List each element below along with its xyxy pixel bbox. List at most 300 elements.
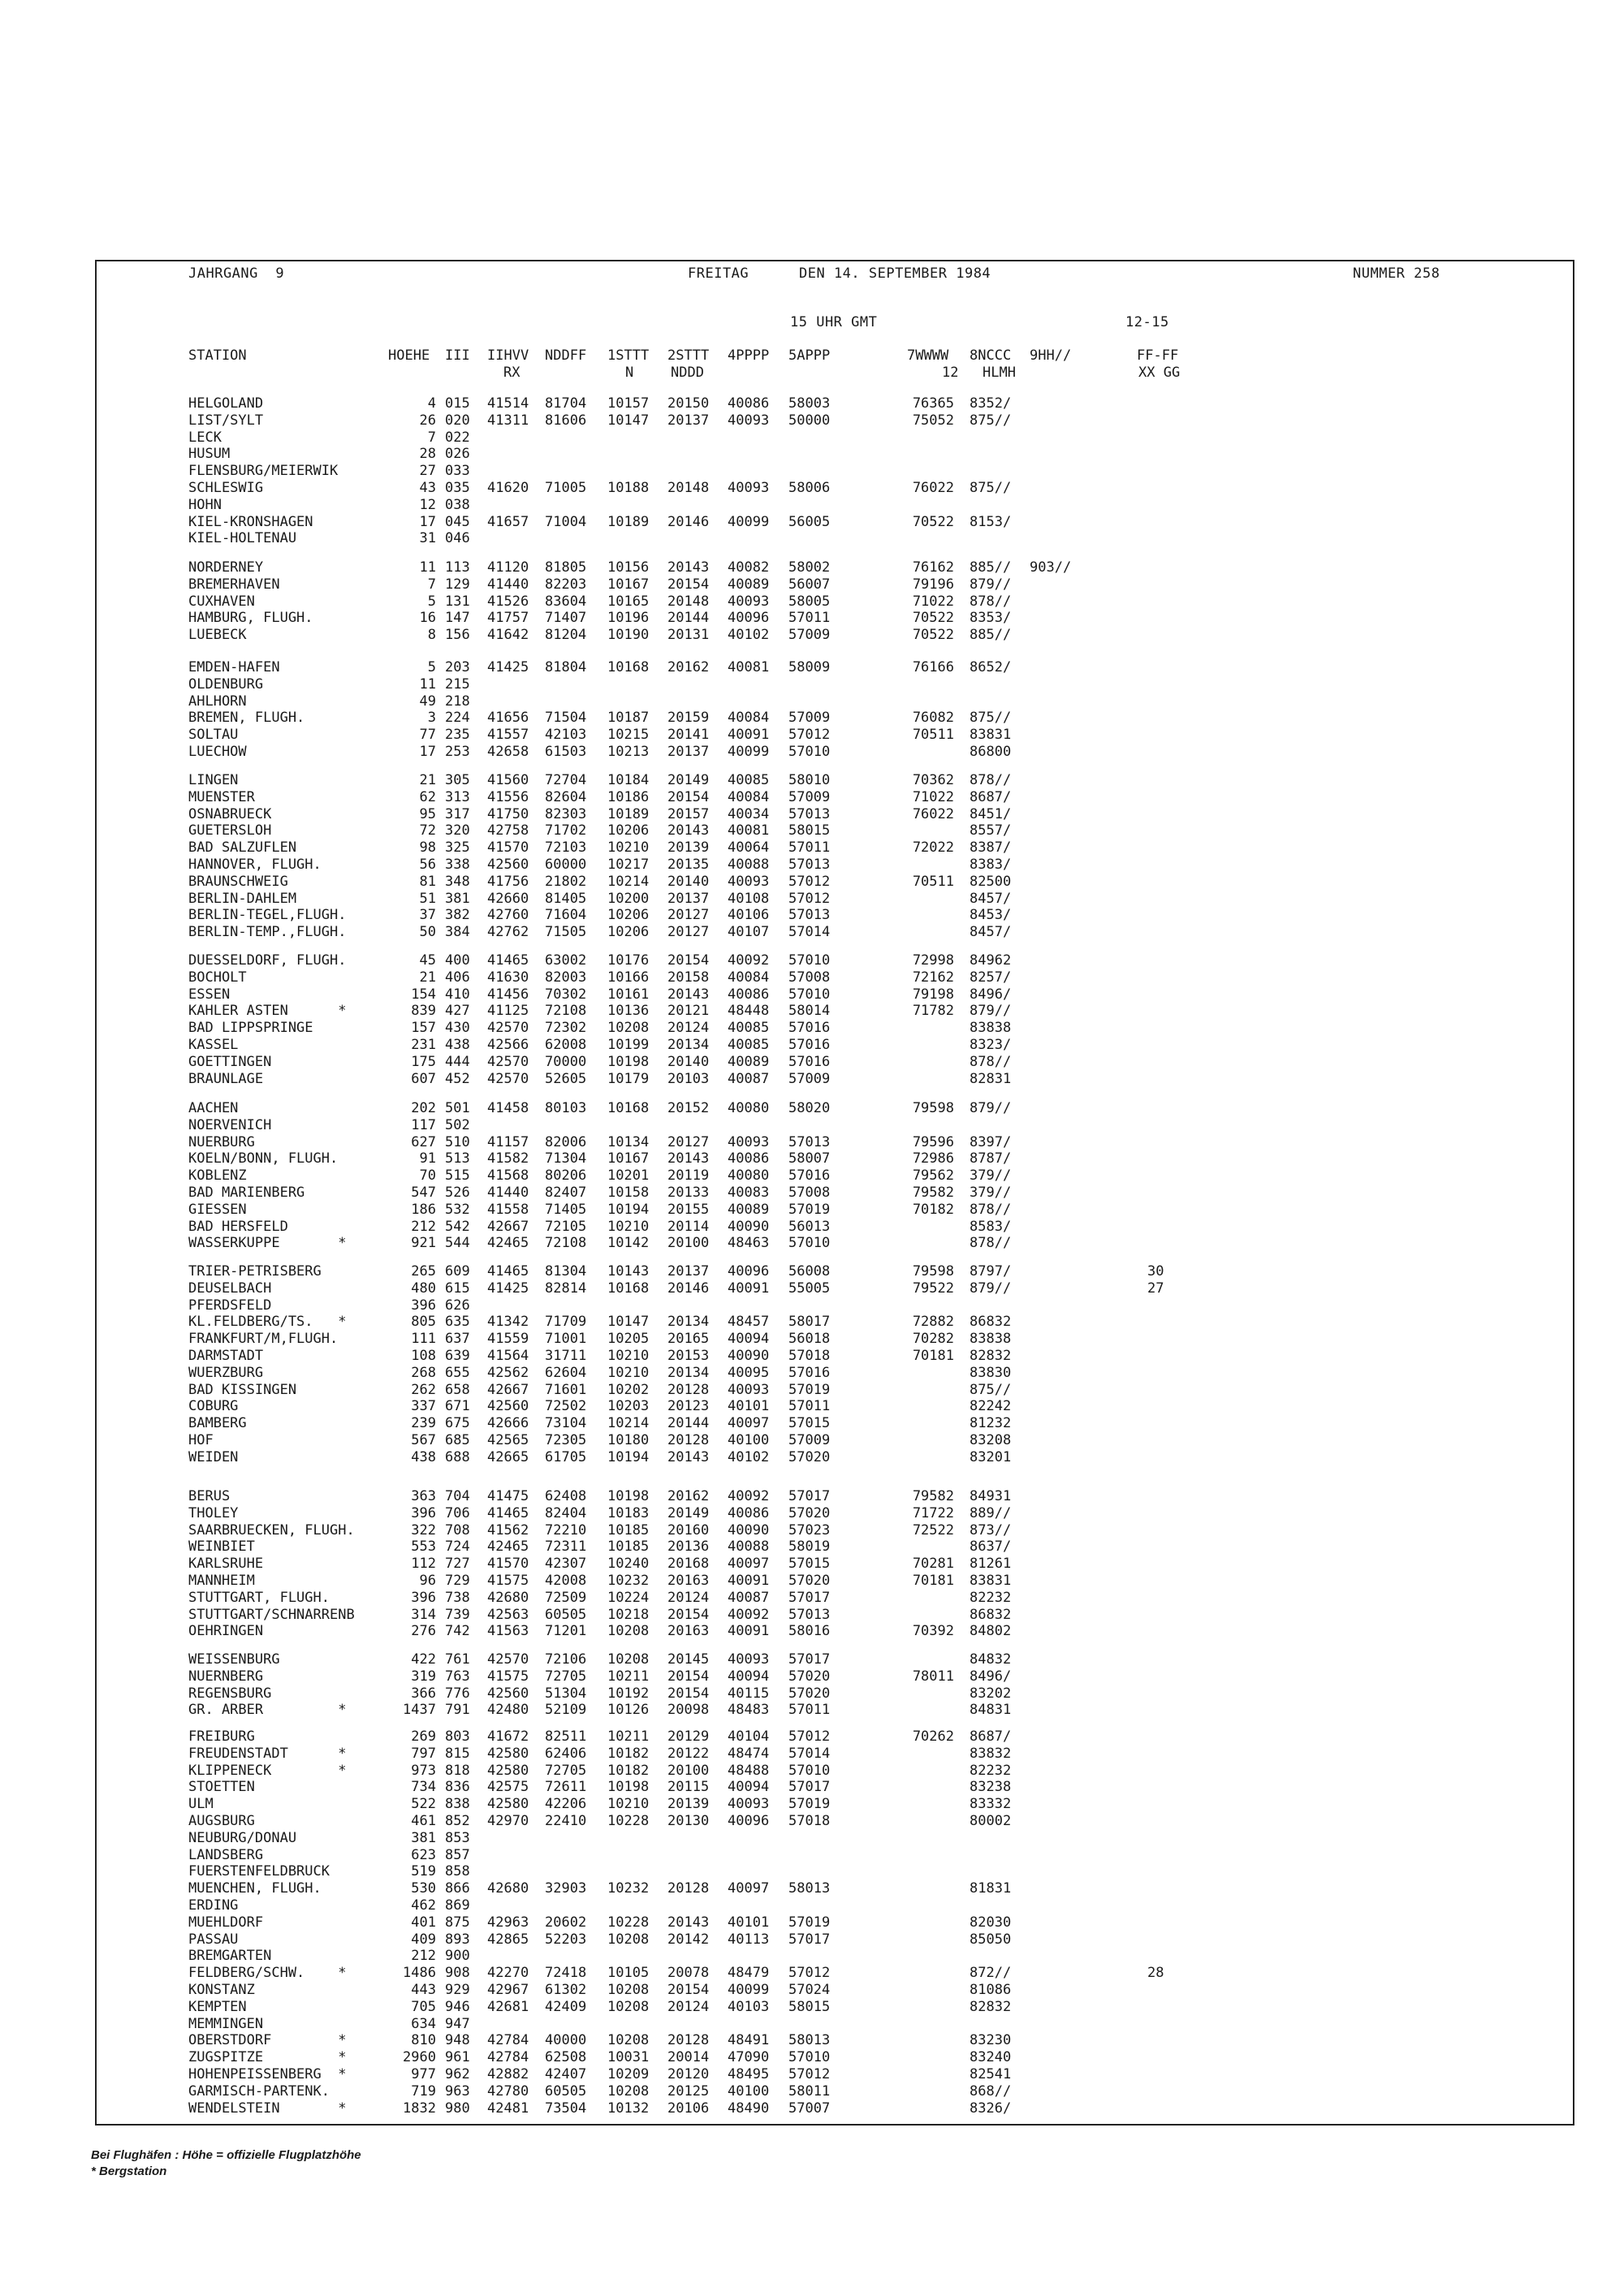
temp: 10132 [607, 2100, 650, 2117]
tendency: 57008 [788, 969, 831, 986]
cloud: 81232 [970, 1415, 1012, 1431]
tendency: 57019 [788, 1796, 831, 1812]
cloud: 8583/ [970, 1219, 1012, 1235]
cloud: 875// [970, 1382, 1012, 1398]
station-name: HOHN [188, 497, 222, 513]
station-id: 510 [445, 1134, 470, 1150]
station-name: KIEL-KRONSHAGEN [188, 514, 313, 530]
station-name: OSNABRUECK [188, 806, 272, 822]
pressure: 40092 [728, 1607, 770, 1623]
station-name: FREUDENSTADT * [188, 1746, 347, 1762]
range-label: 12-15 [1125, 314, 1169, 330]
tendency: 57012 [788, 1728, 831, 1745]
tendency: 57013 [788, 1134, 831, 1150]
cloud: 875// [970, 710, 1012, 726]
dewpoint: 20154 [667, 1982, 710, 1998]
pressure: 40086 [728, 1505, 770, 1521]
dewpoint: 20128 [667, 1432, 710, 1448]
temp: 10200 [607, 891, 650, 907]
pressure: 40108 [728, 891, 770, 907]
station-name: WENDELSTEIN * [188, 2100, 347, 2117]
iihvv: 41157 [487, 1134, 529, 1150]
station-id: 761 [445, 1651, 470, 1668]
temp: 10143 [607, 1263, 650, 1280]
station-id: 635 [445, 1314, 470, 1330]
station-name: BREMGARTEN [188, 1948, 272, 1964]
dewpoint: 20160 [667, 1522, 710, 1539]
pressure: 40089 [728, 576, 770, 593]
height: 719 [411, 2083, 436, 2100]
temp: 10208 [607, 1999, 650, 2015]
dewpoint: 20159 [667, 710, 710, 726]
iihvv: 42758 [487, 822, 529, 839]
height: 7 [427, 576, 436, 593]
station-name: KL.FELDBERG/TS. * [188, 1314, 347, 1330]
dewpoint: 20125 [667, 2083, 710, 2100]
station-id: 875 [445, 1914, 470, 1931]
station-name: BAD KISSINGEN [188, 1382, 297, 1398]
nddff: 52605 [545, 1071, 587, 1087]
temp: 10213 [607, 744, 650, 760]
station-name: STUTTGART/SCHNARRENB [188, 1607, 355, 1623]
dewpoint: 20146 [667, 1280, 710, 1297]
height: 49 [419, 693, 436, 710]
height: 28 [419, 446, 436, 462]
cloud: 84832 [970, 1651, 1012, 1668]
station-id: 381 [445, 891, 470, 907]
tendency: 57010 [788, 1763, 831, 1779]
station-name: REGENSBURG [188, 1685, 272, 1702]
height: 11 [419, 559, 436, 576]
iihvv: 42667 [487, 1219, 529, 1235]
iihvv: 41656 [487, 710, 529, 726]
cloud: 84962 [970, 952, 1012, 969]
cloud: 889// [970, 1505, 1012, 1521]
height: 5 [427, 659, 436, 675]
dewpoint: 20140 [667, 874, 710, 890]
station-id: 853 [445, 1830, 470, 1846]
nddff: 72705 [545, 1763, 587, 1779]
pressure: 40084 [728, 710, 770, 726]
station-name: STOETTEN [188, 1779, 255, 1795]
temp: 10228 [607, 1914, 650, 1931]
temp: 10186 [607, 789, 650, 805]
station-id: 113 [445, 559, 470, 576]
iihvv: 42560 [487, 1398, 529, 1414]
station-id: 658 [445, 1382, 470, 1398]
dewpoint: 20143 [667, 1150, 710, 1167]
pressure: 40099 [728, 744, 770, 760]
station-name: LINGEN [188, 772, 239, 788]
dewpoint: 20163 [667, 1573, 710, 1589]
temp: 10203 [607, 1398, 650, 1414]
station-name: ULM [188, 1796, 214, 1812]
dewpoint: 20128 [667, 1880, 710, 1897]
cloud: 82232 [970, 1590, 1012, 1606]
pressure: 40082 [728, 559, 770, 576]
dewpoint: 20146 [667, 514, 710, 530]
column-subheader: N [625, 365, 634, 381]
cloud: 878// [970, 1235, 1012, 1251]
temp: 10182 [607, 1746, 650, 1762]
nddff: 72502 [545, 1398, 587, 1414]
iihvv: 41570 [487, 1556, 529, 1572]
nddff: 81405 [545, 891, 587, 907]
height: 396 [411, 1505, 436, 1521]
pressure: 40093 [728, 480, 770, 496]
nddff: 42407 [545, 2066, 587, 2082]
temp: 10206 [607, 924, 650, 940]
dewpoint: 20143 [667, 822, 710, 839]
iihvv: 42570 [487, 1020, 529, 1036]
iihvv: 41558 [487, 1202, 529, 1218]
tendency: 57010 [788, 2049, 831, 2065]
temp: 10206 [607, 907, 650, 923]
pressure: 40093 [728, 593, 770, 610]
height: 567 [411, 1432, 436, 1448]
station-id: 410 [445, 986, 470, 1003]
height: 422 [411, 1651, 436, 1668]
cloud: 872// [970, 1965, 1012, 1981]
dewpoint: 20157 [667, 806, 710, 822]
iihvv: 42784 [487, 2032, 529, 2048]
iihvv: 41475 [487, 1488, 529, 1504]
pressure: 40087 [728, 1590, 770, 1606]
nddff: 62408 [545, 1488, 587, 1504]
pressure: 40101 [728, 1914, 770, 1931]
pressure: 40113 [728, 1931, 770, 1948]
iihvv: 42680 [487, 1590, 529, 1606]
iihvv: 41125 [487, 1003, 529, 1019]
station-id: 430 [445, 1020, 470, 1036]
station-id: 427 [445, 1003, 470, 1019]
station-name: DEUSELBACH [188, 1280, 272, 1297]
iihvv: 41582 [487, 1150, 529, 1167]
station-name: SOLTAU [188, 727, 239, 743]
iihvv: 42570 [487, 1651, 529, 1668]
station-id: 729 [445, 1573, 470, 1589]
nddff: 83604 [545, 593, 587, 610]
pressure: 40085 [728, 1020, 770, 1036]
gust: 28 [1147, 1965, 1164, 1981]
weather: 70392 [912, 1623, 954, 1639]
temp: 10240 [607, 1556, 650, 1572]
iihvv: 41311 [487, 412, 529, 429]
iihvv: 41560 [487, 772, 529, 788]
temp: 10209 [607, 2066, 650, 2082]
station-name: CUXHAVEN [188, 593, 255, 610]
dewpoint: 20149 [667, 772, 710, 788]
column-subheader: HLMH [983, 365, 1016, 381]
station-id: 980 [445, 2100, 470, 2117]
height: 480 [411, 1280, 436, 1297]
cloud: 8457/ [970, 924, 1012, 940]
station-id: 218 [445, 693, 470, 710]
height: 96 [419, 1573, 436, 1589]
tendency: 57009 [788, 1432, 831, 1448]
weather: 72998 [912, 952, 954, 969]
tendency: 58011 [788, 2083, 831, 2100]
column-subheader: RX [503, 365, 520, 381]
station-name: BAD MARIENBERG [188, 1185, 305, 1201]
station-name: BAD HERSFELD [188, 1219, 288, 1235]
tendency: 57010 [788, 986, 831, 1003]
height: 117 [411, 1117, 436, 1133]
nddff: 72305 [545, 1432, 587, 1448]
height: 627 [411, 1134, 436, 1150]
height: 438 [411, 1449, 436, 1465]
day-label: FREITAG [688, 265, 749, 282]
temp: 10184 [607, 772, 650, 788]
station-id: 639 [445, 1348, 470, 1364]
weather: 79598 [912, 1100, 954, 1116]
cloud: 8496/ [970, 986, 1012, 1003]
station-id: 708 [445, 1522, 470, 1539]
pressure: 40085 [728, 772, 770, 788]
nddff: 42103 [545, 727, 587, 743]
pressure: 40096 [728, 610, 770, 626]
tendency: 57014 [788, 1746, 831, 1762]
height: 43 [419, 480, 436, 496]
column-header: 7WWWW [907, 347, 949, 364]
iihvv: 42780 [487, 2083, 529, 2100]
nddff: 80103 [545, 1100, 587, 1116]
station-id: 724 [445, 1539, 470, 1555]
weather: 76022 [912, 806, 954, 822]
height: 276 [411, 1623, 436, 1639]
cloud: 83831 [970, 727, 1012, 743]
station-name: BREMERHAVEN [188, 576, 280, 593]
iihvv: 41526 [487, 593, 529, 610]
height: 27 [419, 463, 436, 479]
pressure: 40093 [728, 1382, 770, 1398]
nddff: 81805 [545, 559, 587, 576]
station-name: BREMEN, FLUGH. [188, 710, 305, 726]
station-id: 317 [445, 806, 470, 822]
nddff: 72509 [545, 1590, 587, 1606]
nddff: 42409 [545, 1999, 587, 2015]
station-name: HUSUM [188, 446, 231, 462]
nddff: 72705 [545, 1668, 587, 1685]
station-id: 763 [445, 1668, 470, 1685]
tendency: 56013 [788, 1219, 831, 1235]
cloud: 82500 [970, 874, 1012, 890]
iihvv: 41465 [487, 952, 529, 969]
nddff: 71004 [545, 514, 587, 530]
temp: 10232 [607, 1573, 650, 1589]
iihvv: 42681 [487, 1999, 529, 2015]
nddff: 71604 [545, 907, 587, 923]
station-id: 147 [445, 610, 470, 626]
station-name: MUEHLDORF [188, 1914, 264, 1931]
station-name: FUERSTENFELDBRUCK [188, 1863, 330, 1880]
station-name: ESSEN [188, 986, 231, 1003]
pressure: 40086 [728, 986, 770, 1003]
dewpoint: 20103 [667, 1071, 710, 1087]
temp: 10157 [607, 395, 650, 412]
nddff: 61705 [545, 1449, 587, 1465]
dewpoint: 20139 [667, 839, 710, 856]
height: 396 [411, 1297, 436, 1314]
tendency: 57016 [788, 1365, 831, 1381]
tendency: 57012 [788, 727, 831, 743]
iihvv: 42762 [487, 924, 529, 940]
height: 547 [411, 1185, 436, 1201]
cloud: 82831 [970, 1071, 1012, 1087]
footnote-airports: Bei Flughäfen : Höhe = offizielle Flugplatzhöhe [91, 2148, 361, 2162]
station-id: 129 [445, 576, 470, 593]
tendency: 57012 [788, 2066, 831, 2082]
temp: 10218 [607, 1607, 650, 1623]
station-name: PASSAU [188, 1931, 239, 1948]
iihvv: 41465 [487, 1263, 529, 1280]
tendency: 57013 [788, 806, 831, 822]
iihvv: 42865 [487, 1931, 529, 1948]
cloud: 878// [970, 772, 1012, 788]
pressure: 40099 [728, 1982, 770, 1998]
pressure: 40097 [728, 1880, 770, 1897]
tendency: 57020 [788, 1449, 831, 1465]
station-id: 515 [445, 1167, 470, 1184]
tendency: 57016 [788, 1037, 831, 1053]
station-name: BAMBERG [188, 1415, 247, 1431]
cloud: 81261 [970, 1556, 1012, 1572]
tendency: 57018 [788, 1348, 831, 1364]
nddff: 70302 [545, 986, 587, 1003]
cloud: 873// [970, 1522, 1012, 1539]
height: 623 [411, 1847, 436, 1863]
weather: 71022 [912, 593, 954, 610]
tendency: 57009 [788, 789, 831, 805]
station-id: 438 [445, 1037, 470, 1053]
pressure: 40115 [728, 1685, 770, 1702]
station-id: 026 [445, 446, 470, 462]
station-id: 046 [445, 530, 470, 546]
weather: 70511 [912, 727, 954, 743]
temp: 10147 [607, 1314, 650, 1330]
nddff: 42307 [545, 1556, 587, 1572]
weather: 79598 [912, 1263, 954, 1280]
nddff: 60505 [545, 2083, 587, 2100]
station-name: GR. ARBER * [188, 1702, 347, 1718]
tendency: 58014 [788, 1003, 831, 1019]
pressure: 48448 [728, 1003, 770, 1019]
nddff: 71702 [545, 822, 587, 839]
iihvv: 42580 [487, 1796, 529, 1812]
station-name: KEMPTEN [188, 1999, 247, 2015]
column-header: 1STTT [607, 347, 650, 364]
temp: 10208 [607, 2032, 650, 2048]
temp: 10168 [607, 659, 650, 675]
weather: 70281 [912, 1556, 954, 1572]
pressure: 40107 [728, 924, 770, 940]
pressure: 40093 [728, 1134, 770, 1150]
tendency: 57024 [788, 1982, 831, 1998]
height: 21 [419, 969, 436, 986]
height: 8 [427, 627, 436, 643]
tendency: 57010 [788, 744, 831, 760]
temp: 10158 [607, 1185, 650, 1201]
dewpoint: 20127 [667, 1134, 710, 1150]
station-name: PFERDSFELD [188, 1297, 272, 1314]
tendency: 58009 [788, 659, 831, 675]
nddff: 63002 [545, 952, 587, 969]
weather: 70362 [912, 772, 954, 788]
height: 805 [411, 1314, 436, 1330]
height: 81 [419, 874, 436, 890]
temp: 10202 [607, 1382, 650, 1398]
station-name: GOETTINGEN [188, 1054, 272, 1070]
height: 409 [411, 1931, 436, 1948]
height: 91 [419, 1150, 436, 1167]
dewpoint: 20119 [667, 1167, 710, 1184]
nddff: 71304 [545, 1150, 587, 1167]
iihvv: 42465 [487, 1235, 529, 1251]
weather: 78011 [912, 1668, 954, 1685]
iihvv: 42570 [487, 1071, 529, 1087]
cloud: 81086 [970, 1982, 1012, 1998]
tendency: 57016 [788, 1167, 831, 1184]
nddff: 81804 [545, 659, 587, 675]
nddff: 42008 [545, 1573, 587, 1589]
tendency: 56005 [788, 514, 831, 530]
station-id: 818 [445, 1763, 470, 1779]
nddff: 62406 [545, 1746, 587, 1762]
station-id: 203 [445, 659, 470, 675]
height: 239 [411, 1415, 436, 1431]
station-id: 948 [445, 2032, 470, 2048]
cloud: 8353/ [970, 610, 1012, 626]
pressure: 40097 [728, 1556, 770, 1572]
pressure: 40094 [728, 1779, 770, 1795]
tendency: 57018 [788, 1813, 831, 1829]
tendency: 58010 [788, 772, 831, 788]
height: 26 [419, 412, 436, 429]
temp: 10201 [607, 1167, 650, 1184]
station-id: 400 [445, 952, 470, 969]
station-name: NUERBURG [188, 1134, 255, 1150]
temp: 10198 [607, 1779, 650, 1795]
cloud: 8451/ [970, 806, 1012, 822]
tendency: 57019 [788, 1914, 831, 1931]
dewpoint: 20098 [667, 1702, 710, 1718]
dewpoint: 20137 [667, 1263, 710, 1280]
dewpoint: 20150 [667, 395, 710, 412]
station-name: OLDENBURG [188, 676, 264, 693]
station-id: 033 [445, 463, 470, 479]
dewpoint: 20143 [667, 1449, 710, 1465]
nddff: 72108 [545, 1003, 587, 1019]
temp: 10142 [607, 1235, 650, 1251]
iihvv: 41440 [487, 576, 529, 593]
iihvv: 41557 [487, 727, 529, 743]
pressure: 40092 [728, 952, 770, 969]
station-id: 609 [445, 1263, 470, 1280]
station-id: 893 [445, 1931, 470, 1948]
column-header: STATION [188, 347, 247, 364]
iihvv: 42970 [487, 1813, 529, 1829]
weather: 70511 [912, 874, 954, 890]
iihvv: 42560 [487, 857, 529, 873]
temp: 10165 [607, 593, 650, 610]
nddff: 82303 [545, 806, 587, 822]
weather: 70522 [912, 514, 954, 530]
footnote-mountain: * Bergstation [91, 2164, 167, 2178]
height: 7 [427, 429, 436, 446]
temp: 10224 [607, 1590, 650, 1606]
dewpoint: 20140 [667, 1054, 710, 1070]
height: 95 [419, 806, 436, 822]
